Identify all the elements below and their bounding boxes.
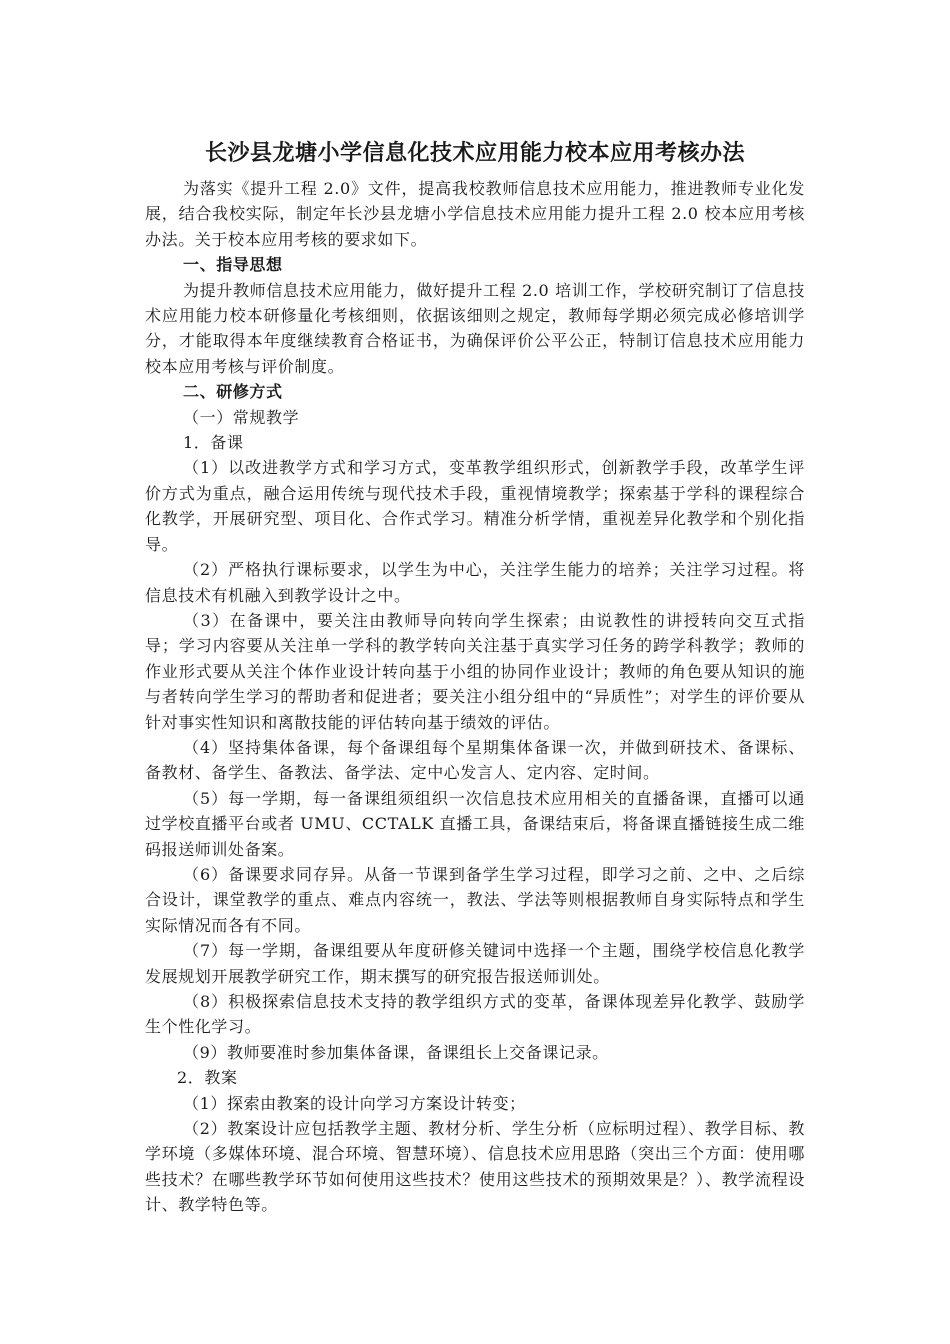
lesson-prep-point: （4）坚持集体备课，每个备课组每个星期集体备课一次，并做到研技术、备课标、备教材、备学生、备教法、备学法、定中心发言人、定内容、定时间。 <box>145 737 805 783</box>
lesson-prep-point: （3）在备课中，要关注由教师导向转向学生探索；由说教性的讲授转向交互式指导；学习内容要从关注单一学科的教学转向关注基于真实学习任务的跨学科教学；教师的作业形式要从关注个体作业设计转向基于小组的协同作业设计；教师的角色要从知识的施与者转向学生学习的帮助者和促进者；要关注小组分组中的“异质性”；对学生的评价要从针对事实性知识和离散技能的评估转向基于绩效的评估。 <box>145 610 805 732</box>
subsection-heading-routine-teaching: （一）常规教学 <box>183 407 300 427</box>
lesson-prep-point: （2）严格执行课标要求，以学生为中心，关注学生能力的培养；关注学习过程。将信息技术有机融入到教学设计之中。 <box>145 560 805 605</box>
lesson-plan-point: （2）教案设计应包括教学主题、教材分析、学生分析（应标明过程）、教学目标、教学环境（多媒体环境、混合环境、智慧环境）、信息技术应用思路（突出三个方面：使用哪些技术？在哪些教学环节如何使用这些技术？使用这些技术的预期效果是？）、教学流程设计、教学特色等。 <box>145 1119 805 1215</box>
item-heading-lesson-prep: 1．备课 <box>183 433 244 453</box>
section-heading-training-methods: 二、研修方式 <box>183 382 283 402</box>
lesson-prep-point: （7）每一学期，备课组要从年度研修关键词中选择一个主题，围绕学校信息化教学发展规划开展教学研究工作，期末撰写的研究报告报送师训处。 <box>145 941 805 986</box>
intro-paragraph: 为落实《提升工程 2.0》文件，提高我校教师信息技术应用能力，推进教师专业化发展，结合我校实际，制定年长沙县龙塘小学信息技术应用能力提升工程 2.0 校本应用考核办法。关于校本应用考核的要求如下。 <box>145 179 805 249</box>
lesson-plan-point: （1）探索由教案的设计向学习方案设计转变； <box>183 1093 526 1113</box>
section-heading-guiding-ideology: 一、指导思想 <box>183 255 283 275</box>
item-heading-lesson-plan: 2．教案 <box>177 1068 238 1088</box>
lesson-prep-point: （1）以改进教学方式和学习方式，变革教学组织形式，创新教学手段，改革学生评价方式为重点，融合运用传统与现代技术手段，重视情境教学；探索基于学科的课程综合化教学，开展研究型、项目化、合作式学习。精准分析学情，重视差异化教学和个别化指导。 <box>145 458 805 554</box>
lesson-prep-point: （8）积极探索信息技术支持的教学组织方式的变革，备课体现差异化教学、鼓励学生个性化学习。 <box>145 992 805 1037</box>
lesson-prep-point: （5）每一学期，每一备课组须组织一次信息技术应用相关的直播备课，直播可以通过学校直播平台或者 UMU、CCTALK 直播工具，备课结束后，将备课直播链接生成二维码报送师训处备案。 <box>145 788 805 859</box>
section-body-guiding-ideology: 为提升教师信息技术应用能力，做好提升工程 2.0 培训工作，学校研究制订了信息技术应用能力校本研修量化考核细则，依据该细则之规定，教师每学期必须完成必修培训学分，才能取得本年度继续教育合格证书，为确保评价公平公正，特制订信息技术应用能力校本应用考核与评价制度。 <box>145 280 805 376</box>
document-page <box>145 136 805 1218</box>
document-title: 长沙县龙塘小学信息化技术应用能力校本应用考核办法 <box>204 141 745 166</box>
lesson-prep-point: （9）教师要准时参加集体备课，备课组长上交备课记录。 <box>183 1042 609 1062</box>
lesson-prep-point: （6）备课要求同存异。从备一节课到备学生学习过程，即学习之前、之中、之后综合设计，课堂教学的重点、难点内容统一，教法、学法等则根据教师自身实际特点和学生实际情况而各有不同。 <box>145 864 805 935</box>
